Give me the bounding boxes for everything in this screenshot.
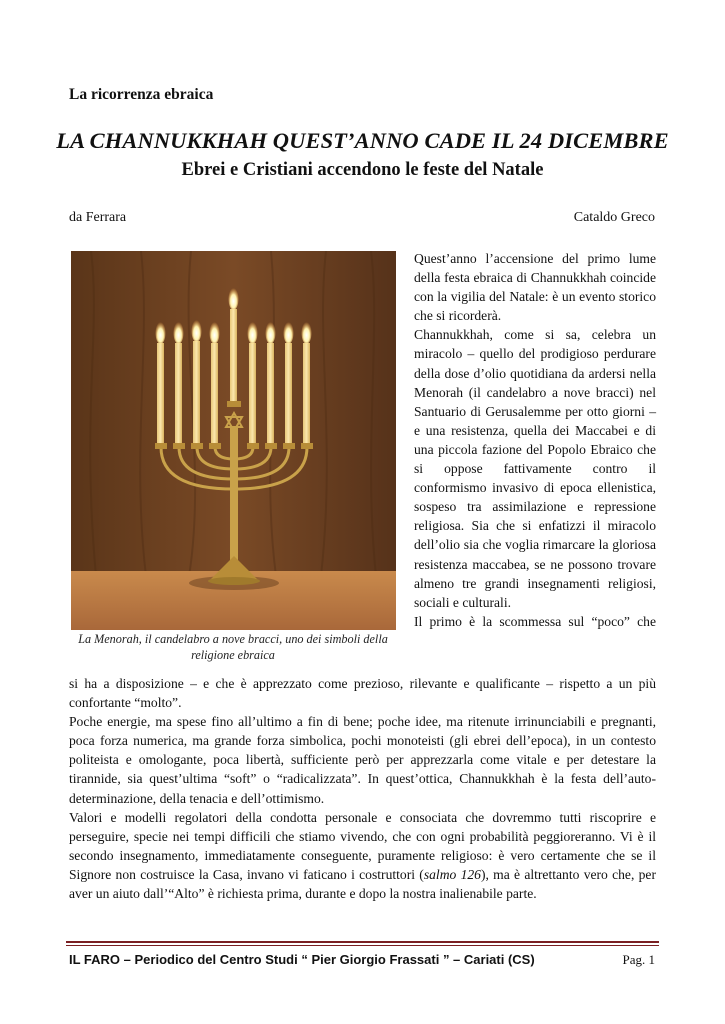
- byline-author: Cataldo Greco: [573, 210, 655, 225]
- figure-caption: La Menorah, il candelabro a nove bracci, uno dei simboli della religione ebraica: [78, 632, 388, 662]
- article-subhead: Ebrei e Cristiani accendono le feste del Natale: [181, 160, 544, 180]
- menorah-photo: [71, 251, 396, 630]
- paragraph: Poche energie, ma spese fino all’ultimo a fin di bene; poche idee, ma ritenute irrinunciabili e pregnanti, poca forza numerica, ma grande forza simbolica, pochi monoteisti (gli ebrei dell’epoca), in un contesto politeista e omologante, poca libertà, sufficiente però per apprezzarla come vitale e per detestare la tirannide, sia quest’ultima “soft” o “radicalizzata”. In quest’ottica, Channukkhah è la festa dell’auto-determinazione, della tenacia e dell’ottimismo.: [69, 714, 656, 806]
- article-column: [414, 249, 656, 631]
- section-kicker: La ricorrenza ebraica: [69, 86, 214, 103]
- text-run: Valori e modelli regolatori della condotta personale e consociata che dovremmo tutti riscoprire e perseguire, specie nei tempi difficili che stiamo vivendo, che con ogni probabilità peggioreranno. Vi è il secondo insegnamento, immediatamente conseguente, puramente religioso: è vero certamente che se il Signore non costruisce la Casa, invano vi faticano i costruttori (: [69, 809, 656, 882]
- article-headline: LA CHANNUKKHAH QUEST’ANNO CADE IL 24 DICEMBRE: [56, 128, 669, 153]
- page-number: Pag. 1: [622, 952, 655, 967]
- paragraph: Quest’anno l’accensione del primo lume della festa ebraica di Channukkhah coincide con la vigilia del Natale: è un evento storico che si ricorderà.: [414, 251, 656, 324]
- footer-rule: [66, 941, 659, 943]
- paragraph-start: Il primo è la scommessa sul “poco” che: [414, 613, 656, 629]
- psalm-reference: salmo 126: [423, 866, 481, 882]
- paragraph: [69, 808, 656, 903]
- byline-place: da Ferrara: [69, 210, 127, 225]
- text-run: ), ma è altrettanto vero che, per aver un aiuto dall’“Alto” è richiesta prima, durante e dopo la nostra inalienabile parte.: [69, 866, 656, 902]
- footer-rule: [66, 945, 659, 946]
- article-body: [69, 674, 656, 903]
- paragraph: Channukkhah, come si sa, celebra un miracolo – quello del prodigioso perdurare della dose d’olio quotidiana da ardersi nella Menorah (il candelabro a nove bracci) nel Santuario di Gerusalemme per otto giorni – e una resistenza, quella dei Maccabei e di una piccola fazione del Popolo Ebraico che si oppose fattivamente contro il conformismo invasivo di epoca ellenistica, sospeso tra assimilazione e repressione religiosa. Sia che si enfatizzi il miracolo dell’olio sia che voglia rimarcare la gloriosa resistenza maccabea, se ne possono trovare almeno tre grandi insegnamenti religiosi, sociali e culturali.: [414, 327, 656, 610]
- paragraph-continuation: si ha a disposizione – e che è apprezzato come prezioso, rilevante e qualificante – rispetto a un più confortante “molto”.: [69, 676, 656, 711]
- publication-name: IL FARO – Periodico del Centro Studi “ Pier Giorgio Frassati ” – Cariati (CS): [69, 952, 535, 967]
